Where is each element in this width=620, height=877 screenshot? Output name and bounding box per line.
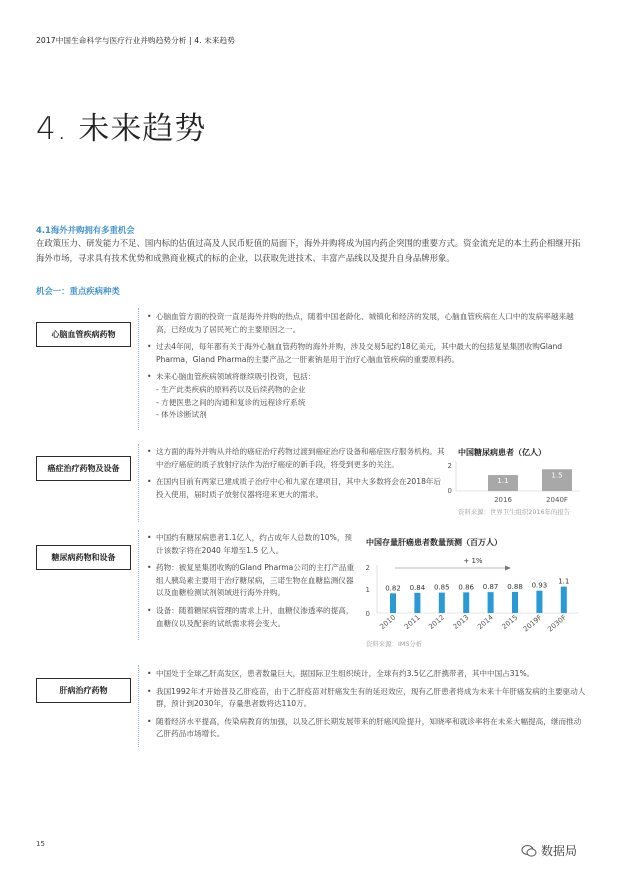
chart2-label-7: 1.1 [558, 577, 570, 586]
chart2-bar-4 [488, 592, 494, 613]
chart2-bar-3 [463, 592, 469, 613]
bullet-text: • 中国约有糖尿病患者1.1亿人，约占成年人总数的10%，预计该数字将在2040 年增至1.5 亿人。 [147, 532, 359, 557]
watermark [521, 842, 577, 859]
chart2-label-3: 0.86 [458, 583, 474, 592]
bullet-text: • 药物：被复星集团收购的Gland Pharma公司的主打产品重组人胰岛素主要用于治疗糖尿病，三诺生物在血糖监测仪器以及血糖检测试剂领域进行海外并购。 [147, 562, 359, 600]
chart2-xtick-6: 2019F [521, 613, 544, 634]
chart1-label-1: 1.5 [551, 471, 563, 480]
chart2-ytick-2: 2 [365, 564, 370, 572]
section-intro: 在政策压力、研发能力不足、国内标的估值过高及人民币贬值的局面下，海外并购将成为国内药企突围的重要方式。资金流充足的本土药企相继开拓海外市场，寻求具有技术优势和成熟商业模式的标的企业，以获取先进技术、丰富产品线以及提升自身品牌形象。 [36, 238, 581, 263]
category-diabetes-bullets [147, 532, 359, 635]
category-divider [138, 444, 139, 522]
chart1-ytick-0: 0 [447, 487, 452, 495]
watermark-text: 数据局 [541, 844, 578, 858]
chart2-title: 中国存量肝癌患者数量预测（百万人） [366, 538, 502, 547]
chart1-source: 资料来源：世界卫生组织2016年的报告 [458, 508, 571, 516]
category-liver-bullets [147, 668, 587, 746]
chart2-label-5: 0.88 [507, 582, 523, 591]
chart2-label-4: 0.87 [482, 583, 499, 592]
chart2-source: 资料来源：IMS分析 [366, 640, 423, 648]
chart2-xtick-5: 2015 [500, 613, 520, 631]
category-divider [138, 530, 139, 640]
bullet-text: • 在国内目前有两家已建成质子治疗中心和九家在建项目，其中大多数将会在2018年后投入使用，届时质子放射仪器将迎来更大的需求。 [147, 476, 445, 501]
chart2-xtick-4: 2014 [476, 613, 495, 631]
page-title: 4. 未来趋势 [36, 111, 207, 147]
chart2-bar-6 [536, 591, 542, 613]
category-liver-label: 肝病治疗药物 [36, 678, 131, 703]
bullet-text: • 随着经济水平提高，传染病教育的加强，以及乙肝长期发展带来的肝癌风险提升，知晓率和就诊率将在未来大幅提高，继而推动乙肝药品市场增长。 [147, 716, 587, 741]
sub-item: - 生产此类疾病的原料药以及后续药物的企业 [156, 384, 306, 394]
chart2-bar-7 [561, 587, 567, 613]
bullet-text: • 中国处于全球乙肝高发区，患者数量巨大，据国际卫生组织统计，全球有约3.5亿乙肝携带者，其中中国占31%。 [147, 668, 587, 681]
chart2-annotation: + 1% [463, 557, 483, 565]
chart1-xtick-1: 2040F [546, 496, 568, 504]
wechat-icon [521, 844, 537, 858]
bullet-text: • 我国1992年才开始普及乙肝疫苗，由于乙肝疫苗对肝癌发生有的延迟效应，现有乙肝患者将成为未来十年肝癌发病的主要驱动人群，预计到2030年，存量患者数将达110万。 [147, 686, 587, 711]
category-cardio-bullets [147, 311, 587, 422]
category-cancer-label: 癌症治疗药物及设备 [36, 456, 131, 481]
chart2-plot [355, 549, 587, 639]
chart2-bar-1 [414, 593, 420, 613]
chart2-label-2: 0.85 [434, 583, 450, 592]
sub-item: - 体外诊断试剂 [156, 410, 207, 420]
section-heading: 4.1海外并购拥有多重机会 [36, 225, 135, 235]
sub-item: - 方便医患之间的沟通和复诊的远程诊疗系统 [156, 397, 306, 407]
chart2-xtick-3: 2013 [451, 613, 471, 631]
chart1-ytick-1: 2 [447, 462, 452, 470]
chart1-plot [440, 459, 590, 507]
page-header: 2017中国生命科学与医疗行业并购趋势分析 | 4. 未来趋势 [36, 36, 235, 45]
bullet-text: • 心脑血管方面的投资一直是海外并购的热点，随着中国老龄化、城镇化和经济的发展，心脑血管疾病在人口中的发病率越来越高，已经成为了居民死亡的主要原因之一。 [147, 311, 587, 336]
category-cardio-label: 心脑血管疾病药物 [36, 322, 131, 347]
chart1-xtick-0: 2016 [494, 496, 512, 504]
chart2-xtick-7: 2030F [546, 613, 569, 634]
bullet-text: • 这方面的海外并购从并给的癌症治疗药物过渡到癌症治疗设备和癌症医疗服务机构。其中治疗癌症的质子放射疗法作为治疗癌症的新手段，将受到更多的关注。 [147, 446, 445, 471]
category-divider [138, 308, 139, 430]
chart2-bar-2 [439, 593, 445, 613]
chart2-ytick-1: 1 [365, 586, 370, 594]
opportunity-heading: 机会一：重点疾病种类 [36, 286, 120, 296]
chart2-ytick-0: 0 [365, 610, 370, 618]
chart2-trend-arrowhead [505, 566, 511, 571]
page-number: 15 [36, 840, 45, 848]
category-divider [138, 665, 139, 747]
chart2-xtick-0: 2010 [378, 613, 398, 631]
chart2-label-0: 0.82 [385, 584, 401, 593]
chart2-data-labels [385, 578, 569, 593]
category-cancer-bullets [147, 446, 445, 506]
chart2-bar-5 [512, 592, 518, 613]
chart2-bar-0 [390, 593, 396, 613]
bullet-text: • 未来心脑血管疾病领域将继续吸引投资，包括： [147, 371, 587, 384]
chart2-label-1: 0.84 [409, 583, 426, 592]
bullet-text: • 过去4年间，每年都有关于海外心脑血管药物的海外并购，涉及交易5起约18亿美元，其中最大的包括复星集团收购Gland Pharma，Gland Pharma的主要产品之一肝素钠是用于治疗心脑血管疾病的重要原料药。 [147, 341, 587, 366]
chart2-label-6: 0.93 [531, 581, 548, 590]
bullet-text: • 设备：随着糖尿病管理的需求上升，血糖仪渗透率的提高，血糖仪以及配套的试纸需求将会变大。 [147, 605, 359, 630]
chart1-title: 中国糖尿病患者（亿人） [458, 448, 546, 457]
chart2-xtick-1: 2011 [402, 613, 422, 631]
category-diabetes-label: 糖尿病药物和设备 [36, 545, 131, 570]
chart1-label-0: 1.1 [497, 477, 509, 486]
chart2-xtick-2: 2012 [427, 613, 447, 631]
chart2-x-ticks [378, 613, 568, 634]
